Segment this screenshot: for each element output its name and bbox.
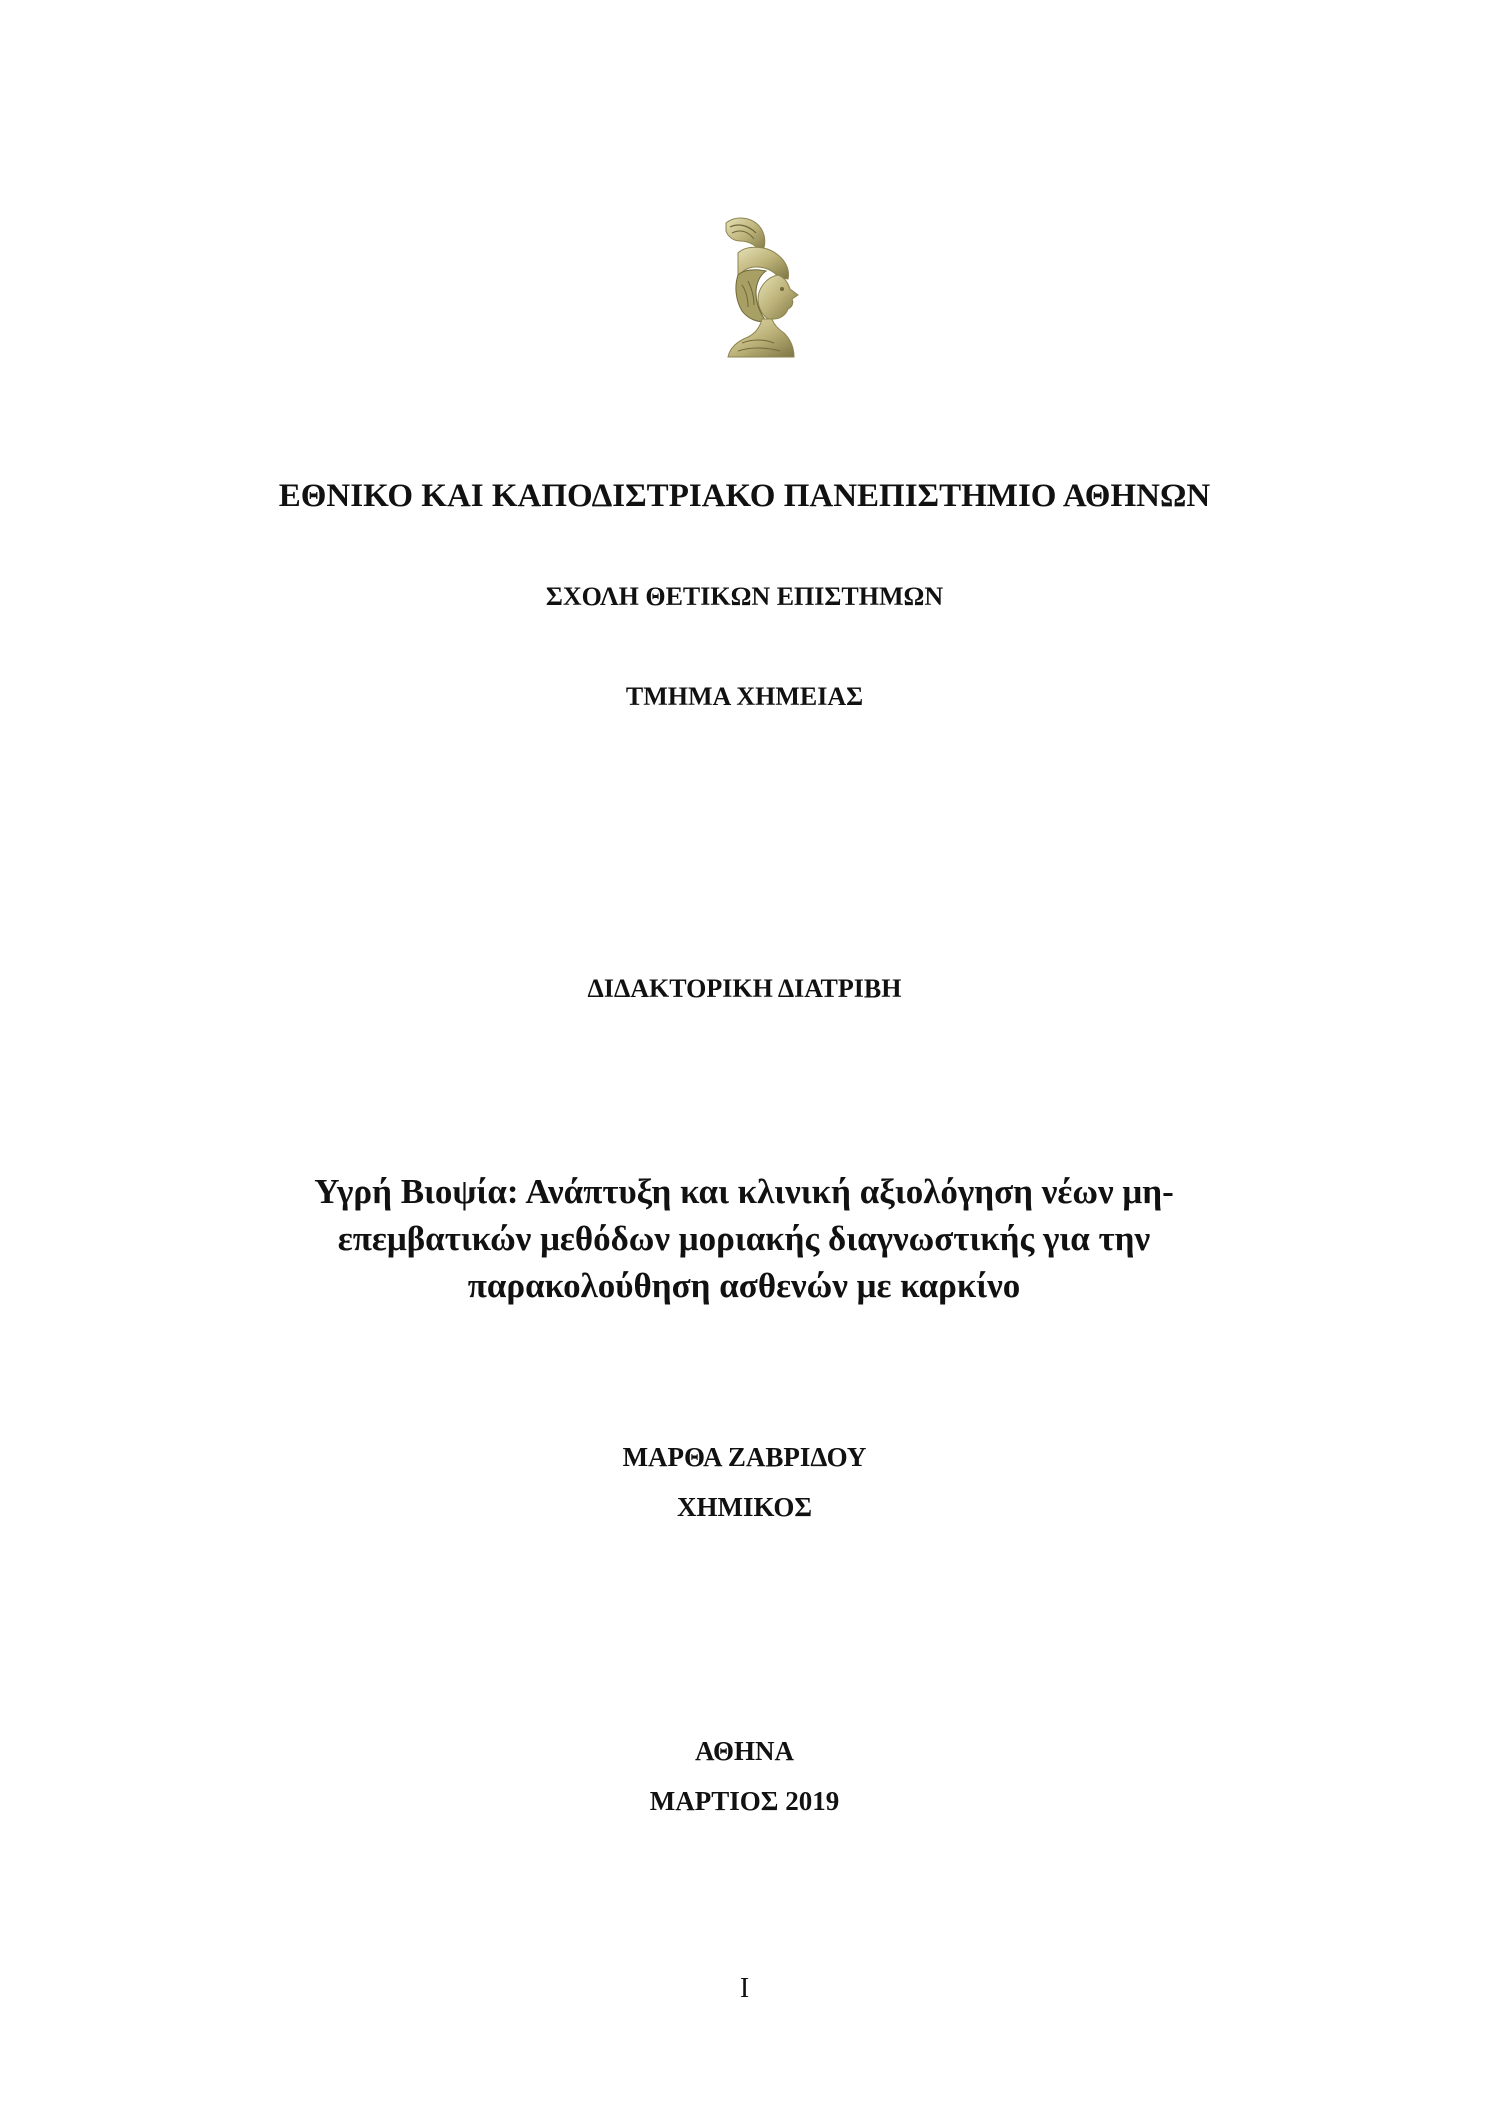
city: ΑΘΗΝΑ [695,1736,794,1766]
thesis-title-line: επεμβατικών μεθόδων μοριακής διαγνωστικής για την [337,1219,1151,1258]
university-name: ΕΘΝΙΚΟ ΚΑΙ ΚΑΠΟΔΙΣΤΡΙΑΚΟ ΠΑΝΕΠΙΣΤΗΜΙΟ ΑΘΗΝΩΝ [278,478,1211,514]
author-profession: ΧΗΜΙΚΟΣ [677,1492,812,1522]
thesis-title-line: Υγρή Βιοψία: Ανάπτυξη και κλινική αξιολόγηση νέων μη- [314,1172,1174,1211]
school-name: ΣΧΟΛΗ ΘΕΤΙΚΩΝ ΕΠΙΣΤΗΜΩΝ [545,582,944,611]
athena-head-emblem-icon [708,215,808,362]
thesis-title [244,1168,1244,1309]
page-number: I [739,1973,750,2004]
date: ΜΑΡΤΙΟΣ 2019 [649,1786,840,1816]
thesis-title-line: παρακολούθηση ασθενών με καρκίνο [467,1266,1021,1305]
document-type: ΔΙΔΑΚΤΟΡΙΚΗ ΔΙΑΤΡΙΒΗ [587,974,902,1003]
department-name: ΤΜΗΜΑ ΧΗΜΕΙΑΣ [625,682,864,711]
author-name: ΜΑΡΘΑ ΖΑΒΡΙΔΟΥ [622,1442,867,1472]
